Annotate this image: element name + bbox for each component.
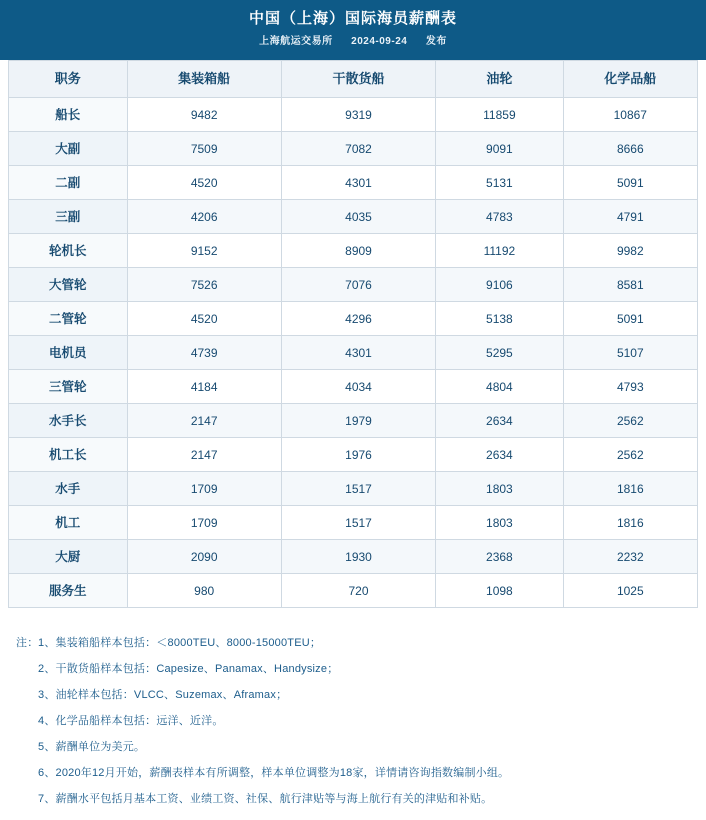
column-header-bulk: 干散货船 [281, 61, 435, 98]
cell-role: 三管轮 [9, 370, 128, 404]
cell-value: 9319 [281, 98, 435, 132]
note-text: 6、2020年12月开始，薪酬表样本有所调整，样本单位调整为18家，详情请咨询指数编制小组。 [38, 767, 510, 779]
note-item [16, 734, 690, 760]
cell-value: 4296 [281, 302, 435, 336]
cell-role: 机工长 [9, 438, 128, 472]
column-header-chemical: 化学品船 [563, 61, 697, 98]
cell-value: 10867 [563, 98, 697, 132]
table-row [9, 438, 698, 472]
notes-lead: 注： [16, 637, 39, 649]
column-header-container: 集装箱船 [127, 61, 281, 98]
cell-value: 4793 [563, 370, 697, 404]
cell-value: 4035 [281, 200, 435, 234]
cell-value: 4301 [281, 336, 435, 370]
note-text: 3、油轮样本包括：VLCC、Suzemax、Aframax； [38, 689, 288, 701]
table-row [9, 336, 698, 370]
cell-role: 二副 [9, 166, 128, 200]
cell-value: 9091 [436, 132, 563, 166]
header-subtitle [0, 34, 706, 50]
table-row [9, 540, 698, 574]
cell-role: 机工 [9, 506, 128, 540]
cell-value: 9152 [127, 234, 281, 268]
cell-value: 4034 [281, 370, 435, 404]
table-head [9, 61, 698, 98]
column-header-role: 职务 [9, 61, 128, 98]
cell-value: 2232 [563, 540, 697, 574]
table-header-row [9, 61, 698, 98]
cell-value: 720 [281, 574, 435, 608]
cell-value: 2368 [436, 540, 563, 574]
cell-value: 5138 [436, 302, 563, 336]
cell-role: 水手 [9, 472, 128, 506]
cell-value: 4791 [563, 200, 697, 234]
table-row [9, 404, 698, 438]
cell-value: 5107 [563, 336, 697, 370]
cell-role: 大副 [9, 132, 128, 166]
cell-role: 三副 [9, 200, 128, 234]
table-row [9, 132, 698, 166]
cell-value: 1709 [127, 506, 281, 540]
cell-value: 980 [127, 574, 281, 608]
cell-value: 4301 [281, 166, 435, 200]
table-row [9, 472, 698, 506]
cell-value: 7526 [127, 268, 281, 302]
cell-value: 1816 [563, 472, 697, 506]
cell-value: 5091 [563, 166, 697, 200]
column-header-tanker: 油轮 [436, 61, 563, 98]
cell-value: 5131 [436, 166, 563, 200]
cell-value: 4739 [127, 336, 281, 370]
salary-table-container [0, 60, 706, 608]
cell-value: 1517 [281, 472, 435, 506]
cell-value: 2147 [127, 404, 281, 438]
salary-table [8, 60, 698, 608]
note-item [16, 656, 690, 682]
cell-value: 1025 [563, 574, 697, 608]
cell-value: 9982 [563, 234, 697, 268]
note-item [16, 786, 690, 812]
cell-value: 7076 [281, 268, 435, 302]
cell-value: 2562 [563, 404, 697, 438]
source-label: 上海航运交易所 [259, 36, 333, 47]
note-text: 2、干散货船样本包括：Capesize、Panamax、Handysize； [38, 663, 339, 675]
table-row [9, 268, 698, 302]
cell-value: 1098 [436, 574, 563, 608]
note-text: 5、薪酬单位为美元。 [38, 741, 146, 753]
cell-value: 4520 [127, 302, 281, 336]
cell-value: 4804 [436, 370, 563, 404]
note-item [16, 630, 690, 656]
cell-value: 2147 [127, 438, 281, 472]
cell-role: 二管轮 [9, 302, 128, 336]
cell-value: 8909 [281, 234, 435, 268]
cell-value: 2090 [127, 540, 281, 574]
cell-role: 大厨 [9, 540, 128, 574]
cell-role: 轮机长 [9, 234, 128, 268]
table-row [9, 98, 698, 132]
cell-value: 1930 [281, 540, 435, 574]
cell-role: 大管轮 [9, 268, 128, 302]
note-text: 1、集装箱船样本包括：＜8000TEU、8000-15000TEU； [38, 637, 322, 649]
cell-value: 4184 [127, 370, 281, 404]
cell-value: 8666 [563, 132, 697, 166]
cell-role: 电机员 [9, 336, 128, 370]
cell-value: 2634 [436, 404, 563, 438]
cell-value: 1816 [563, 506, 697, 540]
note-item [16, 708, 690, 734]
table-body [9, 98, 698, 608]
cell-value: 5091 [563, 302, 697, 336]
cell-role: 服务生 [9, 574, 128, 608]
cell-role: 船长 [9, 98, 128, 132]
publish-label: 发布 [425, 36, 447, 47]
cell-value: 2634 [436, 438, 563, 472]
cell-value: 9106 [436, 268, 563, 302]
cell-value: 4520 [127, 166, 281, 200]
table-row [9, 506, 698, 540]
cell-value: 9482 [127, 98, 281, 132]
page-title: 中国（上海）国际海员薪酬表 [248, 10, 457, 27]
note-text: 7、薪酬水平包括月基本工资、业绩工资、社保、航行津贴等与海上航行有关的津贴和补贴。 [38, 793, 493, 805]
table-row [9, 574, 698, 608]
note-item [16, 682, 690, 708]
table-row [9, 370, 698, 404]
cell-value: 8581 [563, 268, 697, 302]
table-row [9, 234, 698, 268]
note-text: 4、化学品船样本包括：远洋、近洋。 [38, 715, 224, 727]
cell-value: 1976 [281, 438, 435, 472]
cell-value: 1517 [281, 506, 435, 540]
publish-date: 2024-09-24 [351, 36, 408, 47]
cell-value: 1709 [127, 472, 281, 506]
cell-value: 4783 [436, 200, 563, 234]
table-row [9, 166, 698, 200]
cell-value: 7509 [127, 132, 281, 166]
cell-value: 7082 [281, 132, 435, 166]
notes-section [0, 620, 706, 820]
cell-value: 4206 [127, 200, 281, 234]
cell-value: 1803 [436, 506, 563, 540]
cell-role: 水手长 [9, 404, 128, 438]
cell-value: 11192 [436, 234, 563, 268]
cell-value: 2562 [563, 438, 697, 472]
note-item [16, 760, 690, 786]
table-row [9, 200, 698, 234]
cell-value: 11859 [436, 98, 563, 132]
report-header [0, 0, 706, 60]
cell-value: 1979 [281, 404, 435, 438]
table-row [9, 302, 698, 336]
cell-value: 5295 [436, 336, 563, 370]
cell-value: 1803 [436, 472, 563, 506]
